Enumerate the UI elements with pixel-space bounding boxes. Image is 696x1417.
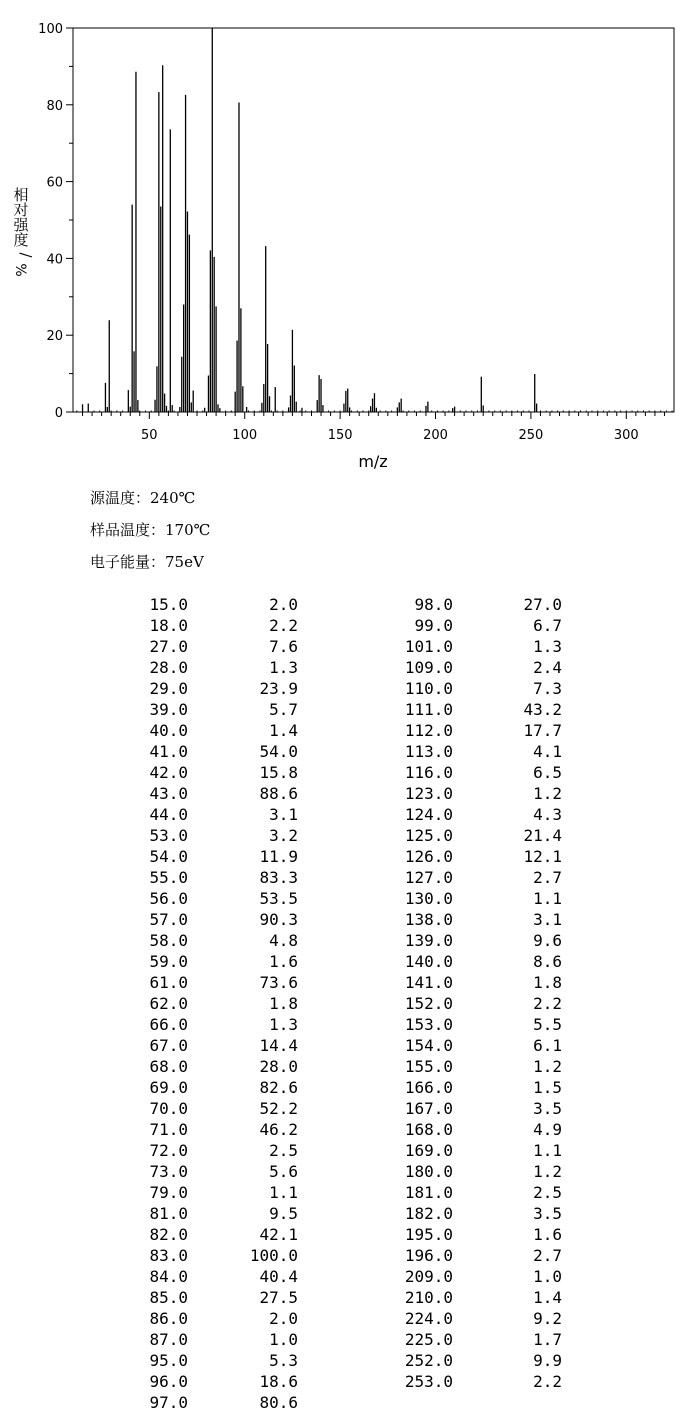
x-tick-label: 200 <box>423 428 448 443</box>
mz-value: 169.0 <box>404 1141 453 1160</box>
table-row <box>0 1056 564 1077</box>
intensity-value: 28.0 <box>259 1057 298 1076</box>
table-row <box>0 1077 564 1098</box>
intensity-value: 3.5 <box>533 1099 562 1118</box>
mz-value: 252.0 <box>404 1351 453 1370</box>
table-row <box>0 1014 564 1035</box>
intensity-value: 1.4 <box>269 721 298 740</box>
y-label-char: % <box>12 263 28 277</box>
intensity-value: 7.6 <box>269 637 298 656</box>
table-row <box>0 720 564 741</box>
intensity-value: 5.3 <box>269 1351 298 1370</box>
y-label-char: 强 <box>13 216 29 234</box>
y-tick-label: 60 <box>46 175 63 191</box>
mz-value: 152.0 <box>404 994 453 1013</box>
mz-value: 71.0 <box>149 1120 188 1139</box>
intensity-value: 54.0 <box>259 742 298 761</box>
intensity-value: 2.2 <box>533 1372 562 1391</box>
mz-value: 96.0 <box>149 1372 188 1391</box>
intensity-value: 6.7 <box>533 616 562 635</box>
y-label-char: 度 <box>13 231 29 249</box>
intensity-value: 3.5 <box>533 1204 562 1223</box>
table-row <box>0 762 564 783</box>
y-tick-label: 0 <box>54 406 63 421</box>
table-row <box>0 846 564 867</box>
intensity-value: 46.2 <box>259 1120 298 1139</box>
mz-value: 111.0 <box>404 700 453 719</box>
table-row <box>0 1245 564 1266</box>
mz-value: 27.0 <box>149 637 188 656</box>
mz-value: 155.0 <box>404 1057 453 1076</box>
table-row <box>0 1371 564 1392</box>
mz-value: 84.0 <box>149 1267 188 1286</box>
intensity-value: 2.5 <box>533 1183 562 1202</box>
intensity-value: 8.6 <box>533 952 562 971</box>
table-row <box>0 1098 564 1119</box>
mz-value: 85.0 <box>149 1288 188 1307</box>
table-row <box>0 993 564 1014</box>
mz-value: 139.0 <box>404 931 453 950</box>
mz-value: 18.0 <box>149 616 188 635</box>
intensity-value: 9.9 <box>533 1351 562 1370</box>
table-row <box>0 867 564 888</box>
table-row <box>0 951 564 972</box>
mz-value: 44.0 <box>149 805 188 824</box>
mz-value: 112.0 <box>404 721 453 740</box>
intensity-value: 1.0 <box>533 1267 562 1286</box>
x-tick-label: 300 <box>613 428 639 443</box>
intensity-value: 1.4 <box>533 1288 562 1307</box>
mz-value: 43.0 <box>149 784 188 803</box>
intensity-value: 18.6 <box>259 1372 298 1391</box>
table-row <box>0 825 564 846</box>
intensity-value: 1.1 <box>269 1183 298 1202</box>
table-row <box>0 783 564 804</box>
table-row <box>0 1203 564 1224</box>
y-tick-label: 20 <box>46 329 63 345</box>
mz-value: 97.0 <box>149 1393 188 1412</box>
mz-value: 58.0 <box>149 931 188 950</box>
intensity-value: 5.6 <box>269 1162 298 1181</box>
intensity-value: 9.2 <box>533 1309 562 1328</box>
intensity-value: 52.2 <box>259 1099 298 1118</box>
intensity-value: 1.5 <box>533 1078 562 1097</box>
mz-value: 55.0 <box>149 868 188 887</box>
table-row <box>0 1329 564 1350</box>
intensity-value: 2.7 <box>533 868 562 887</box>
mz-value: 225.0 <box>404 1330 453 1349</box>
intensity-value: 12.1 <box>523 847 562 866</box>
intensity-value: 1.0 <box>269 1330 298 1349</box>
table-row <box>0 657 564 678</box>
intensity-value: 2.5 <box>269 1141 298 1160</box>
table-row <box>0 636 564 657</box>
intensity-value: 4.9 <box>533 1120 562 1139</box>
mz-value: 70.0 <box>149 1099 188 1118</box>
mz-value: 61.0 <box>149 973 188 992</box>
mz-value: 166.0 <box>404 1078 453 1097</box>
intensity-value: 4.3 <box>533 805 562 824</box>
x-tick-label: 50 <box>141 428 158 443</box>
x-tick-label: 100 <box>232 428 258 443</box>
mz-value: 141.0 <box>404 973 453 992</box>
mz-value: 39.0 <box>149 700 188 719</box>
mz-value: 195.0 <box>404 1225 453 1244</box>
intensity-value: 1.3 <box>533 637 562 656</box>
intensity-value: 11.9 <box>259 847 298 866</box>
table-row <box>0 1224 564 1245</box>
intensity-value: 2.0 <box>269 1309 298 1328</box>
mz-value: 130.0 <box>404 889 453 908</box>
intensity-value: 82.6 <box>259 1078 298 1097</box>
intensity-value: 3.1 <box>533 910 562 929</box>
intensity-value: 9.6 <box>533 931 562 950</box>
intensity-value: 1.2 <box>533 1162 562 1181</box>
mz-value: 209.0 <box>404 1267 453 1286</box>
sample-temperature: 样品温度：170℃ <box>90 521 211 539</box>
mz-value: 224.0 <box>404 1309 453 1328</box>
intensity-value: 2.4 <box>533 658 562 677</box>
mz-value: 86.0 <box>149 1309 188 1328</box>
mz-value: 40.0 <box>149 721 188 740</box>
x-tick-label: 150 <box>327 428 353 443</box>
intensity-value: 6.5 <box>533 763 562 782</box>
intensity-value: 4.8 <box>269 931 298 950</box>
mz-value: 41.0 <box>149 742 188 761</box>
mz-value: 95.0 <box>149 1351 188 1370</box>
mz-value: 123.0 <box>404 784 453 803</box>
mz-value: 127.0 <box>404 868 453 887</box>
intensity-value: 1.7 <box>533 1330 562 1349</box>
intensity-value: 80.6 <box>259 1393 298 1412</box>
intensity-value: 53.5 <box>259 889 298 908</box>
intensity-value: 42.1 <box>259 1225 298 1244</box>
mz-value: 140.0 <box>404 952 453 971</box>
mz-value: 196.0 <box>404 1246 453 1265</box>
mz-value: 154.0 <box>404 1036 453 1055</box>
table-row <box>0 804 564 825</box>
mz-value: 210.0 <box>404 1288 453 1307</box>
mz-value: 99.0 <box>414 616 453 635</box>
intensity-value: 2.0 <box>269 595 298 614</box>
intensity-value: 7.3 <box>533 679 562 698</box>
table-row <box>0 972 564 993</box>
mz-value: 67.0 <box>149 1036 188 1055</box>
intensity-value: 1.8 <box>269 994 298 1013</box>
mz-value: 28.0 <box>149 658 188 677</box>
intensity-value: 90.3 <box>259 910 298 929</box>
table-row <box>0 930 564 951</box>
y-axis-label <box>12 186 35 277</box>
mz-value: 110.0 <box>404 679 453 698</box>
mz-value: 109.0 <box>404 658 453 677</box>
intensity-value: 43.2 <box>523 700 562 719</box>
intensity-value: 4.1 <box>533 742 562 761</box>
table-row <box>0 1182 564 1203</box>
intensity-value: 6.1 <box>533 1036 562 1055</box>
mz-value: 53.0 <box>149 826 188 845</box>
table-row <box>0 1287 564 1308</box>
table-row <box>0 699 564 720</box>
mz-value: 253.0 <box>404 1372 453 1391</box>
intensity-value: 2.2 <box>533 994 562 1013</box>
intensity-value: 14.4 <box>259 1036 298 1055</box>
intensity-value: 1.1 <box>533 889 562 908</box>
table-row <box>0 678 564 699</box>
table-row <box>0 1350 564 1371</box>
intensity-value: 1.1 <box>533 1141 562 1160</box>
intensity-value: 21.4 <box>523 826 562 845</box>
intensity-value: 9.5 <box>269 1204 298 1223</box>
peak-table-right <box>0 594 564 1392</box>
mz-value: 15.0 <box>149 595 188 614</box>
table-row <box>0 594 564 615</box>
intensity-value: 3.1 <box>269 805 298 824</box>
electron-energy: 电子能量：75eV <box>90 553 204 571</box>
table-row <box>0 741 564 762</box>
table-row <box>0 1119 564 1140</box>
mz-value: 69.0 <box>149 1078 188 1097</box>
mz-value: 113.0 <box>404 742 453 761</box>
mz-value: 54.0 <box>149 847 188 866</box>
table-row <box>0 1035 564 1056</box>
mz-value: 66.0 <box>149 1015 188 1034</box>
x-tick-label: 250 <box>518 428 544 443</box>
x-axis-label: m/z <box>358 452 388 471</box>
mz-value: 82.0 <box>149 1225 188 1244</box>
y-label-char: 对 <box>13 201 29 219</box>
intensity-value: 27.0 <box>523 595 562 614</box>
y-tick-label: 40 <box>46 252 63 268</box>
mz-value: 126.0 <box>404 847 453 866</box>
mz-value: 125.0 <box>404 826 453 845</box>
y-label-char: 相 <box>13 186 29 204</box>
spectrum-peaks <box>83 28 537 412</box>
intensity-value: 100.0 <box>249 1246 298 1265</box>
table-row <box>0 1266 564 1287</box>
intensity-value: 1.3 <box>269 1015 298 1034</box>
intensity-value: 83.3 <box>259 868 298 887</box>
mz-value: 167.0 <box>404 1099 453 1118</box>
intensity-value: 88.6 <box>259 784 298 803</box>
y-label-char: / <box>17 252 35 258</box>
mz-value: 101.0 <box>404 637 453 656</box>
source-temperature: 源温度：240℃ <box>90 489 196 507</box>
intensity-value: 40.4 <box>259 1267 298 1286</box>
mz-value: 83.0 <box>149 1246 188 1265</box>
y-tick-label: 100 <box>38 22 63 37</box>
mz-value: 59.0 <box>149 952 188 971</box>
intensity-value: 17.7 <box>523 721 562 740</box>
mz-value: 56.0 <box>149 889 188 908</box>
intensity-value: 73.6 <box>259 973 298 992</box>
mz-value: 57.0 <box>149 910 188 929</box>
intensity-value: 1.6 <box>533 1225 562 1244</box>
mz-value: 182.0 <box>404 1204 453 1223</box>
intensity-value: 5.5 <box>533 1015 562 1034</box>
mz-value: 181.0 <box>404 1183 453 1202</box>
intensity-value: 3.2 <box>269 826 298 845</box>
mz-value: 180.0 <box>404 1162 453 1181</box>
mz-value: 72.0 <box>149 1141 188 1160</box>
intensity-value: 2.7 <box>533 1246 562 1265</box>
mz-value: 116.0 <box>404 763 453 782</box>
intensity-value: 1.2 <box>533 1057 562 1076</box>
mz-value: 29.0 <box>149 679 188 698</box>
mz-value: 168.0 <box>404 1120 453 1139</box>
mz-value: 62.0 <box>149 994 188 1013</box>
intensity-value: 5.7 <box>269 700 298 719</box>
intensity-value: 27.5 <box>259 1288 298 1307</box>
mz-value: 81.0 <box>149 1204 188 1223</box>
table-row <box>0 909 564 930</box>
table-row <box>0 1161 564 1182</box>
intensity-value: 1.6 <box>269 952 298 971</box>
mz-value: 124.0 <box>404 805 453 824</box>
mz-value: 73.0 <box>149 1162 188 1181</box>
mz-value: 87.0 <box>149 1330 188 1349</box>
intensity-value: 1.3 <box>269 658 298 677</box>
intensity-value: 23.9 <box>259 679 298 698</box>
table-row <box>0 1140 564 1161</box>
table-row <box>0 1308 564 1329</box>
intensity-value: 1.8 <box>533 973 562 992</box>
mz-value: 68.0 <box>149 1057 188 1076</box>
mz-value: 79.0 <box>149 1183 188 1202</box>
mz-value: 138.0 <box>404 910 453 929</box>
intensity-value: 15.8 <box>259 763 298 782</box>
mz-value: 153.0 <box>404 1015 453 1034</box>
mass-spectrum-chart <box>0 0 696 480</box>
table-row <box>0 1392 300 1413</box>
intensity-value: 2.2 <box>269 616 298 635</box>
y-tick-label: 80 <box>46 98 63 114</box>
table-row <box>0 888 564 909</box>
mz-value: 42.0 <box>149 763 188 782</box>
mz-value: 98.0 <box>414 595 453 614</box>
table-row <box>0 615 564 636</box>
intensity-value: 1.2 <box>533 784 562 803</box>
